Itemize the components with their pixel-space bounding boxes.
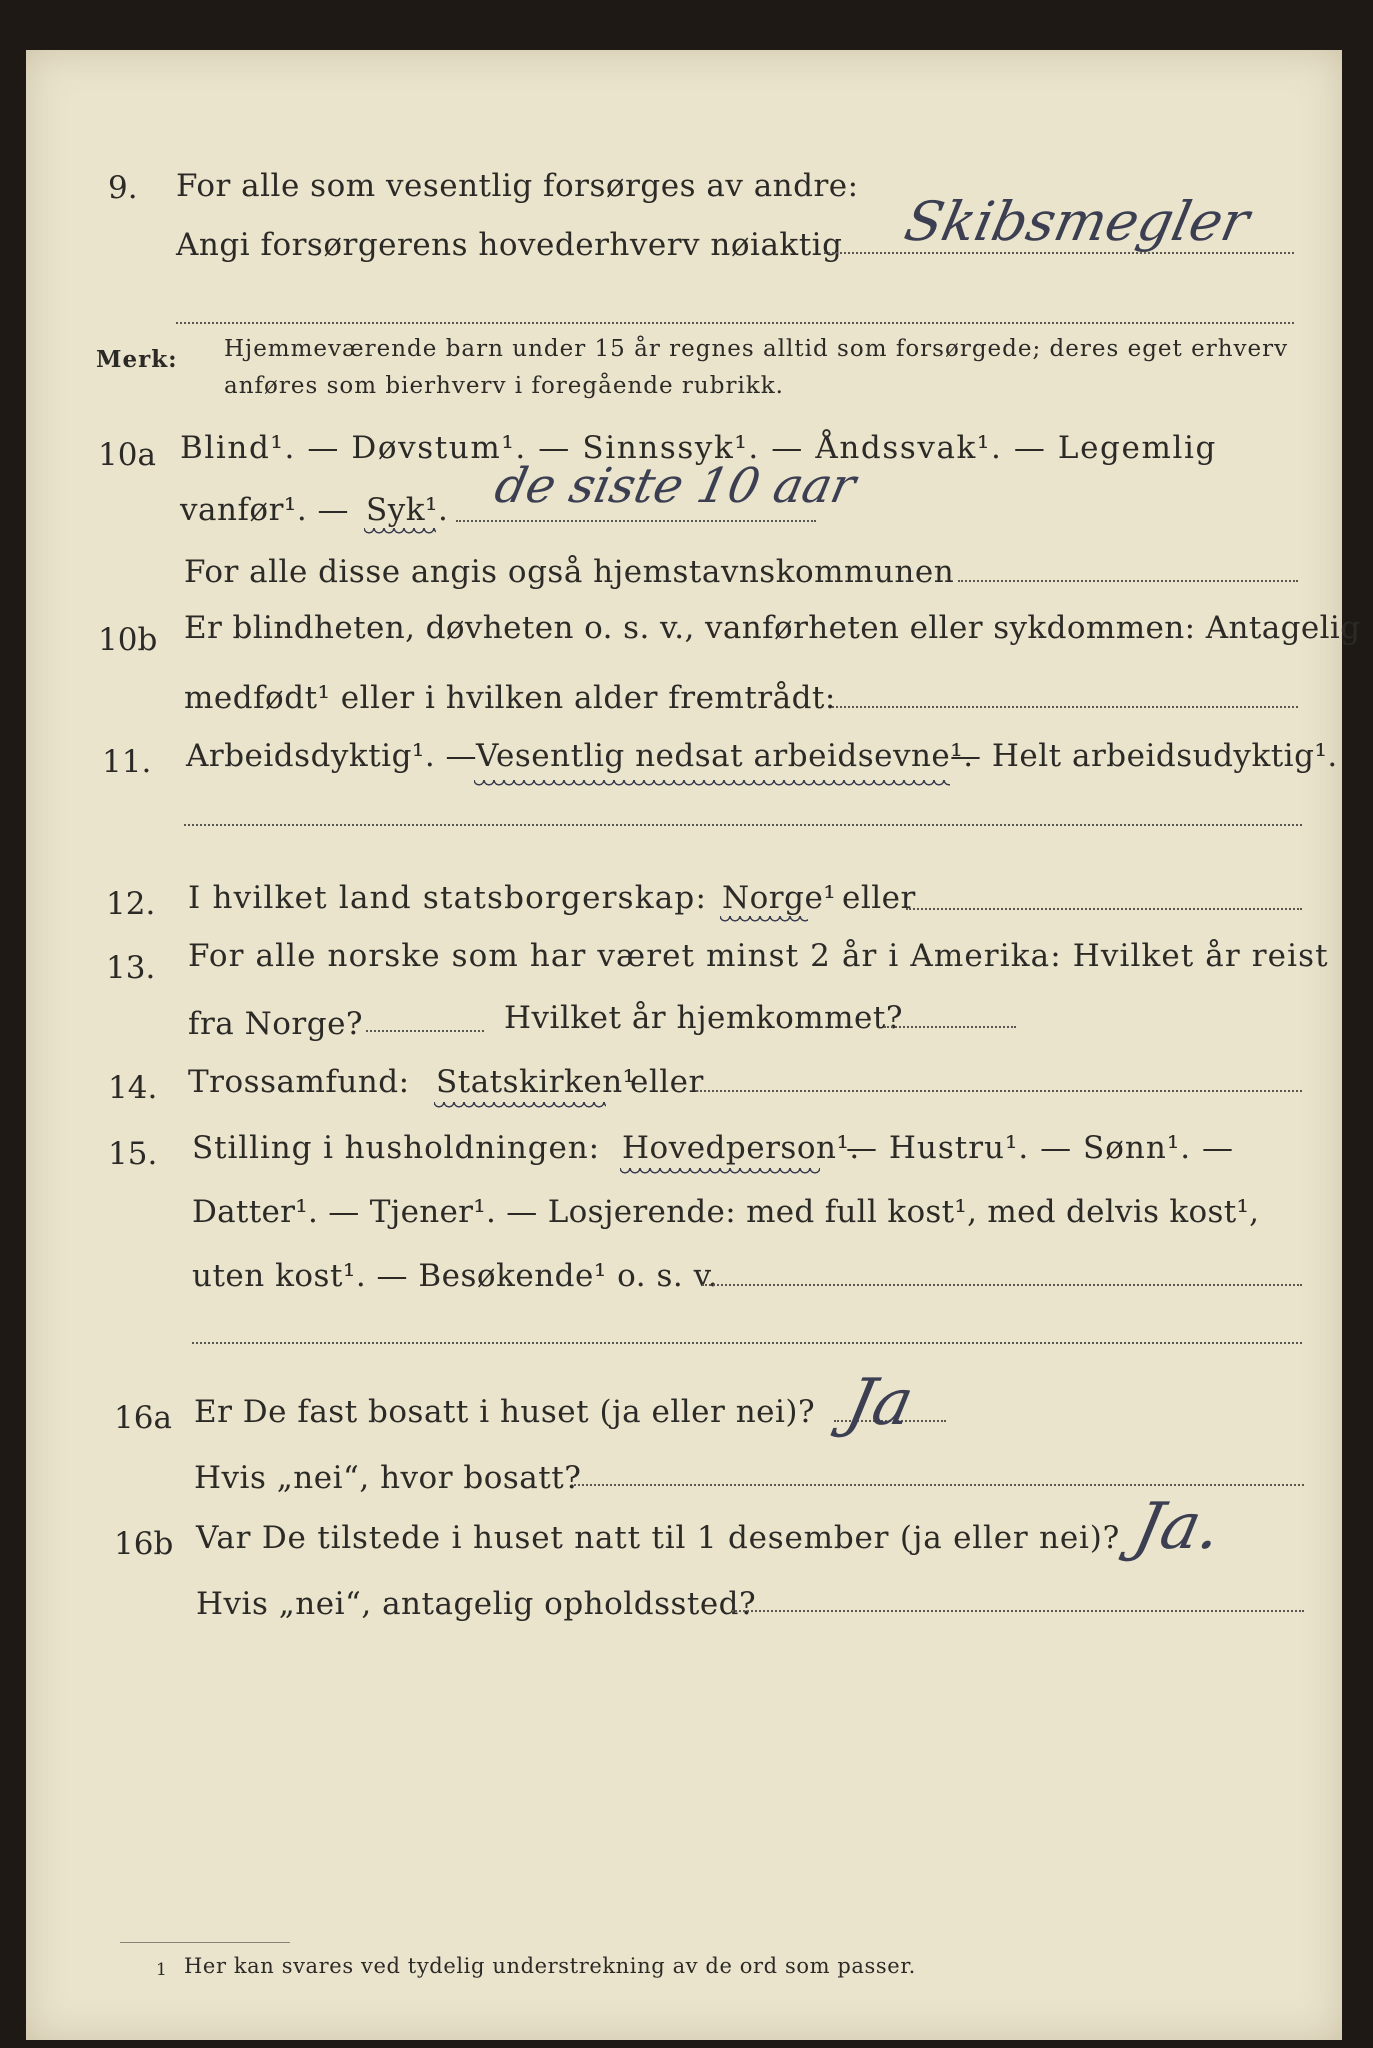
q14-number: 14. — [108, 1070, 158, 1106]
q10a-line1: Blind¹. — Døvstum¹. — Sinnssyk¹. — Åndssvak¹. — Legemlig — [180, 430, 1217, 466]
q10a-hjemstavn-line — [958, 580, 1298, 582]
merk-label: Merk: — [96, 346, 178, 373]
q16b-line2: Hvis „nei“, antagelig opholdssted? — [196, 1586, 757, 1622]
q16a-handwritten-answer: Ja — [840, 1366, 920, 1440]
q12-answer-line — [906, 908, 1302, 910]
q10b-line2: medfødt¹ eller i hvilken alder fremtrådt: — [184, 680, 836, 716]
q12-text: I hvilket land statsborgerskap: — [188, 880, 708, 916]
q11-underline — [474, 780, 950, 790]
q10a-line2-a: vanfør¹. — — [180, 492, 350, 528]
q10a-handwritten-answer: de siste 10 aar — [490, 458, 861, 514]
q12-eller: eller — [842, 880, 916, 916]
q12-norge: Norge¹ — [722, 880, 837, 916]
q15-line2: Datter¹. — Tjener¹. — Losjerende: med full kost¹, med delvis kost¹, — [192, 1194, 1260, 1230]
merk-line1: Hjemmeværende barn under 15 år regnes alltid som forsørgede; deres eget erhverv — [224, 336, 1289, 362]
q15-line3: uten kost¹. — Besøkende¹ o. s. v. — [192, 1258, 719, 1294]
q12-norge-underline — [720, 916, 808, 926]
q16b-handwritten-answer: Ja. — [1128, 1490, 1229, 1564]
q16a-number: 16a — [114, 1400, 172, 1436]
q14-eller: eller — [630, 1064, 704, 1100]
q10a-line3: For alle disse angis også hjemstavnskommunen — [184, 554, 955, 590]
q15-stilling: Stilling i husholdningen: — [192, 1130, 600, 1166]
q10b-number: 10b — [98, 622, 158, 658]
footnote-rule — [120, 1942, 290, 1943]
q16a-line1: Er De fast bosatt i huset (ja eller nei)? — [194, 1394, 816, 1430]
q13-hjemkommet: Hvilket år hjemkommet? — [504, 1000, 903, 1036]
q11-vesentlig-nedsat: Vesentlig nedsat arbeidsevne¹. — [476, 738, 974, 774]
q13-line1: For alle norske som har været minst 2 år i Amerika: Hvilket år reist — [188, 938, 1329, 974]
q16a-line2: Hvis „nei“, hvor bosatt? — [194, 1460, 582, 1496]
q11-helt: — Helt arbeidsudyktig¹. — [950, 738, 1338, 774]
q16b-number: 16b — [114, 1526, 174, 1562]
q13-reist-line — [366, 1030, 484, 1032]
footnote-text: Her kan svares ved tydelig understrekning av de ord som passer. — [184, 1954, 916, 1978]
q15-hustru-sonn: — Hustru¹. — Sønn¹. — — [846, 1130, 1234, 1166]
q12-number: 12. — [106, 886, 156, 922]
q11-number: 11. — [102, 744, 152, 780]
q15-underline — [620, 1168, 820, 1178]
q14-statskirken: Statskirken¹ — [436, 1064, 636, 1100]
q9-handwritten-answer: Skibsmegler — [899, 190, 1255, 253]
q10a-syk: Syk¹. — [366, 492, 449, 528]
q9-number: 9. — [108, 170, 138, 206]
q16b-line1: Var De tilstede i huset natt til 1 desember (ja eller nei)? — [196, 1520, 1121, 1556]
q11-arbeidsdyktig: Arbeidsdyktig¹. — — [186, 738, 478, 774]
q9-extra-line — [176, 322, 1294, 324]
q15-extra-line — [192, 1342, 1302, 1344]
q16b-opholdssted-line — [732, 1610, 1304, 1612]
merk-line2: anføres som bierhverv i foregående rubrikk. — [224, 373, 784, 399]
q9-line2: Angi forsørgerens hovederhverv nøiaktig — [176, 227, 843, 263]
q14-trossamfund: Trossamfund: — [188, 1064, 410, 1100]
q15-number: 15. — [108, 1136, 158, 1172]
q9-line1: For alle som vesentlig forsørges av andre: — [176, 168, 859, 204]
q14-underline — [434, 1102, 606, 1112]
q11-extra-line — [184, 824, 1302, 826]
q15-answer-line — [702, 1284, 1302, 1286]
q14-answer-line — [696, 1090, 1302, 1092]
footnote-mark: 1 — [156, 1960, 168, 1980]
q10b-answer-line — [832, 706, 1298, 708]
q13-fra-norge: fra Norge? — [188, 1006, 364, 1042]
q13-number: 13. — [106, 950, 156, 986]
q10b-line1: Er blindheten, døvheten o. s. v., vanførheten eller sykdommen: Antagelig — [184, 610, 1361, 646]
q10a-syk-underline — [364, 528, 436, 538]
q15-hovedperson: Hovedperson¹. — [622, 1130, 860, 1166]
q10a-answer-line — [456, 520, 816, 522]
q16a-bosatt-line — [574, 1484, 1304, 1486]
census-form-page — [26, 50, 1361, 2040]
q13-hjemkommet-line — [884, 1026, 1016, 1028]
q10a-number: 10a — [98, 437, 156, 473]
